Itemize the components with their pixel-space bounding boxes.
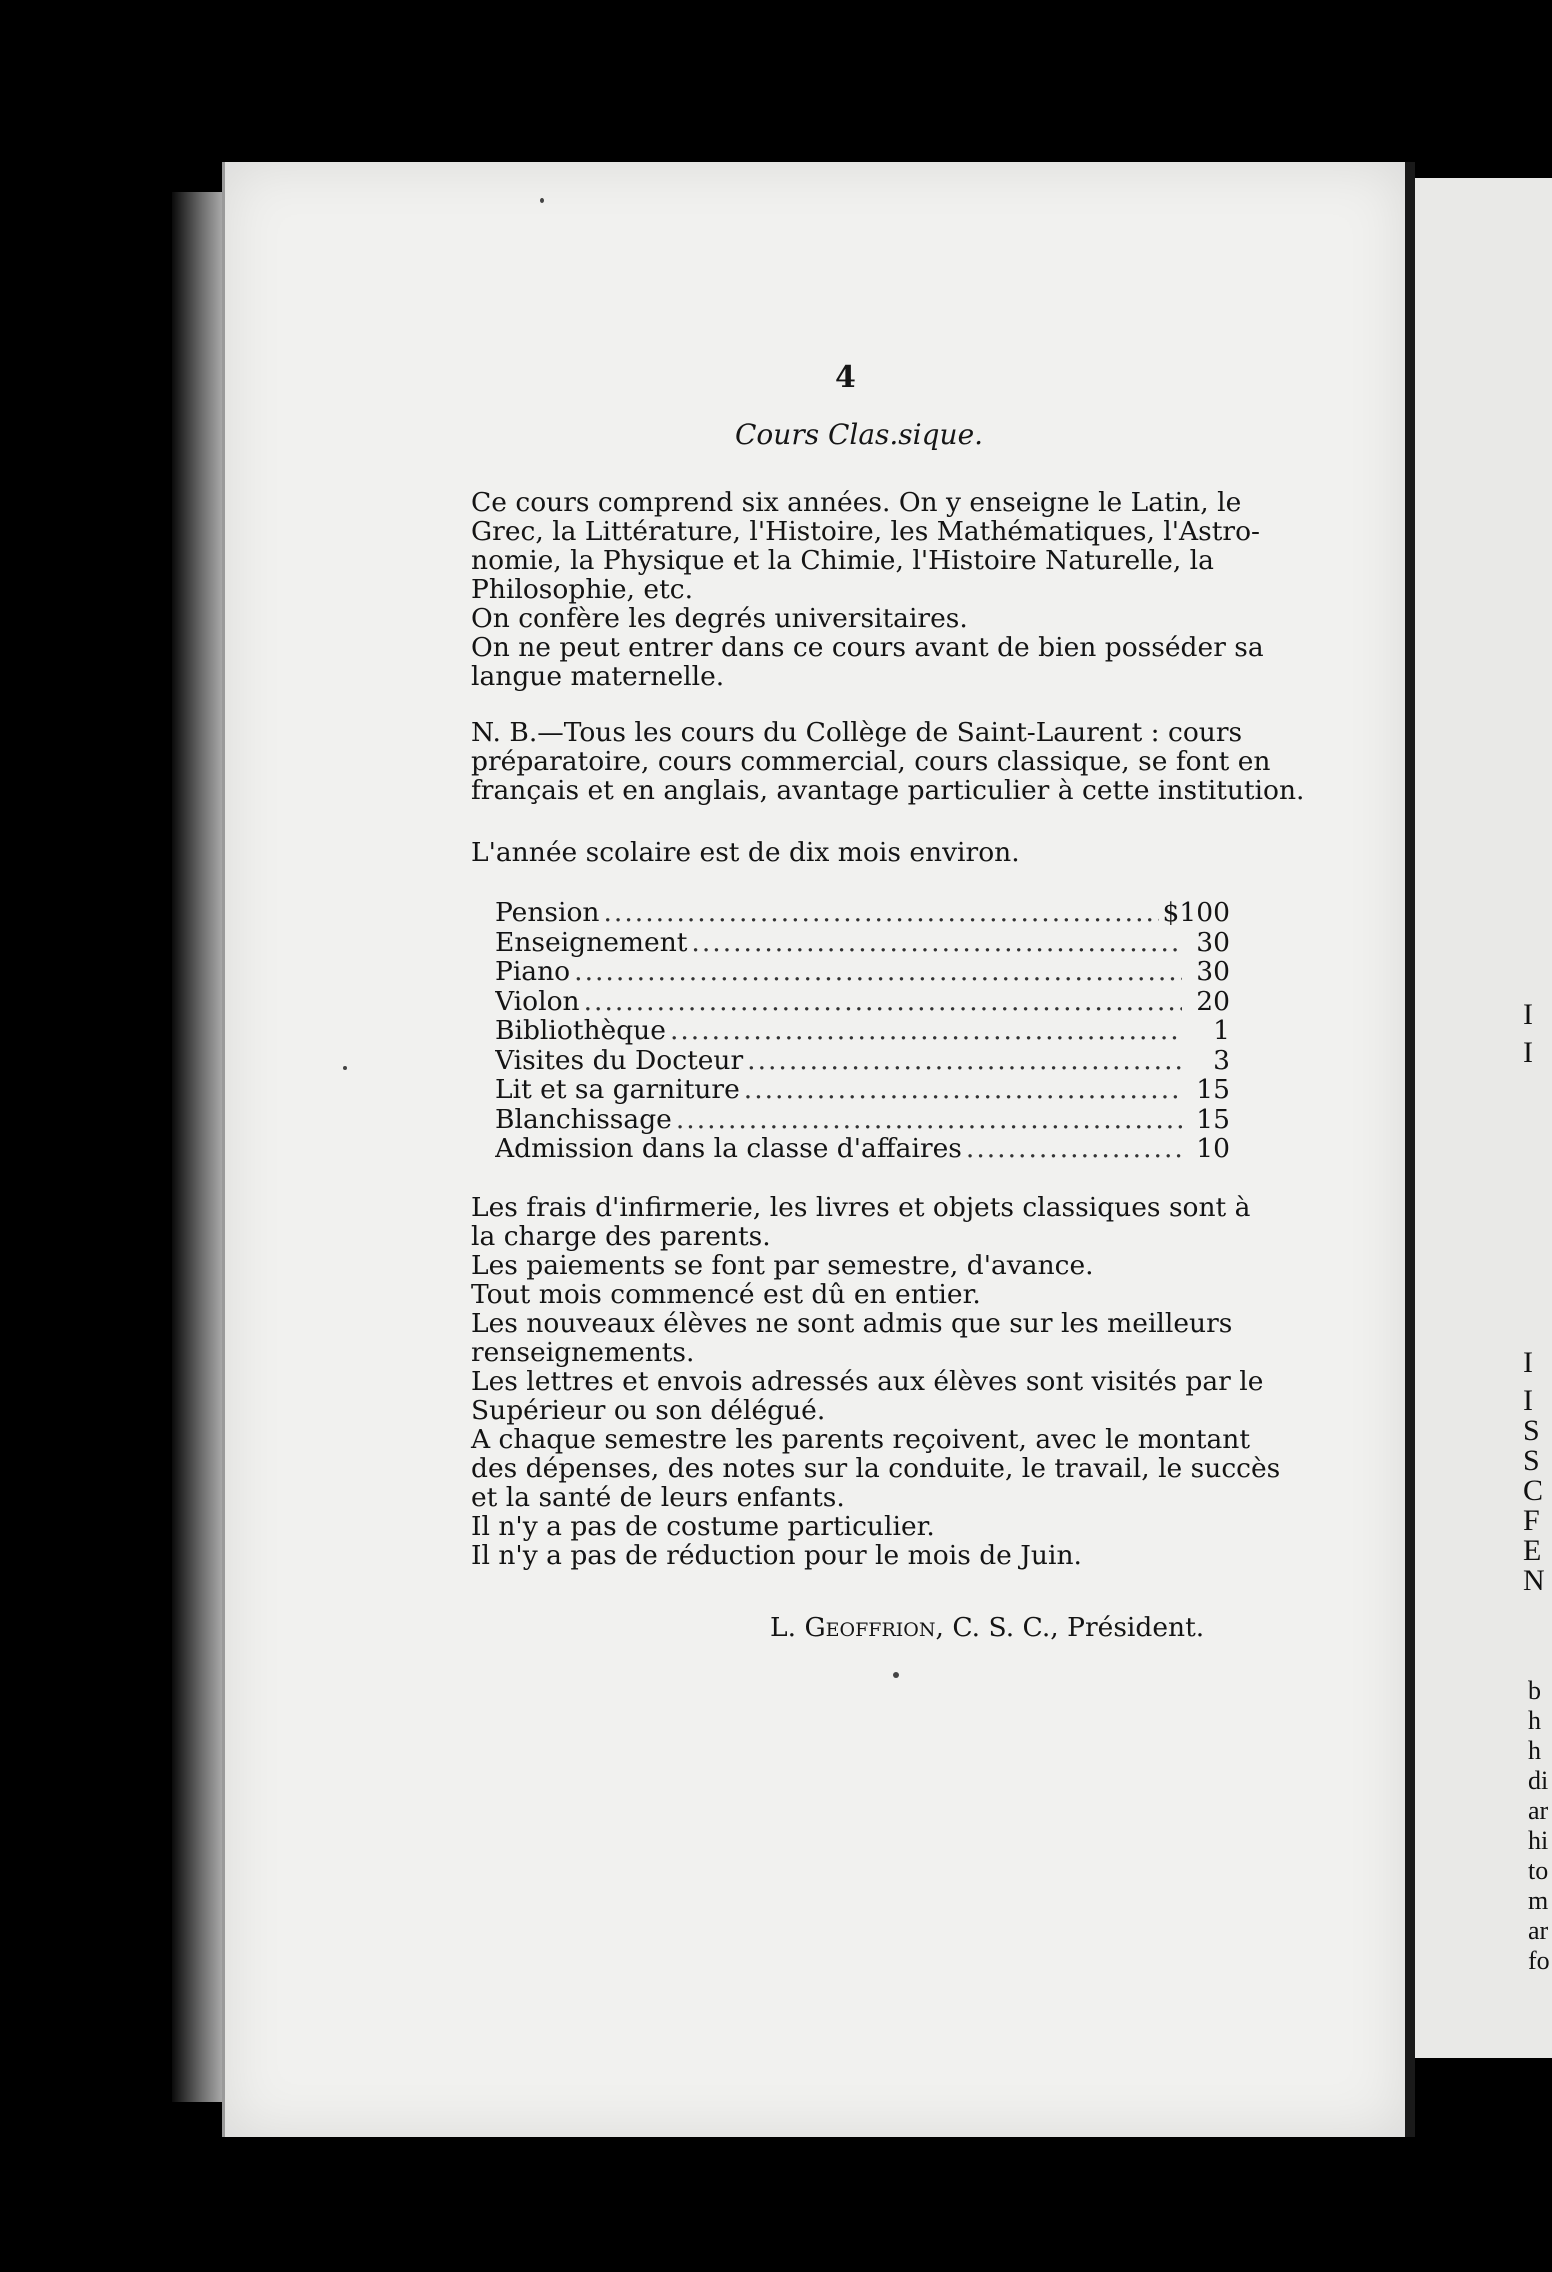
- paragraph-payments: [445, 1251, 1237, 1280]
- text-line: On confère les degrés universitaires.: [471, 603, 968, 634]
- adjacent-page-fragment: ar: [1528, 1916, 1549, 1945]
- leader-dots: [676, 1105, 1182, 1135]
- paragraph-nota-bene: [445, 717, 1305, 806]
- text-line: la charge des parents.: [471, 1221, 771, 1252]
- fee-label: Visites du Docteur: [495, 1045, 744, 1075]
- text-line: Les frais d'infirmerie, les livres et objets classiques sont à: [471, 1192, 1251, 1223]
- adjacent-page-fragment: fo: [1528, 1946, 1550, 1975]
- adjacent-page-fragment: S: [1523, 1414, 1540, 1447]
- text-line: Grec, la Littérature, l'Histoire, les Mathématiques, l'Astro-: [471, 516, 1261, 547]
- paragraph-semester-report: [445, 1424, 1281, 1513]
- fee-label: Violon: [495, 986, 580, 1016]
- leader-dots: [747, 1046, 1182, 1076]
- text-line: A chaque semestre les parents reçoivent, avec le montant: [471, 1424, 1251, 1455]
- text-line: Les paiements se font par semestre, d'avance.: [471, 1250, 1094, 1281]
- adjacent-page-fragment: S: [1523, 1444, 1540, 1477]
- paragraph-letters: [445, 1366, 1264, 1426]
- paragraph-admission-language: [445, 632, 1264, 692]
- signature-line: [770, 1612, 1204, 1643]
- signature-name: Geoffrion: [804, 1612, 936, 1643]
- text-line: français et en anglais, avantage particulier à cette institution.: [471, 775, 1305, 806]
- fee-row: [495, 1134, 1230, 1164]
- fee-row: [495, 1046, 1230, 1076]
- fee-table: [495, 898, 1230, 1164]
- adjacent-page-fragment: I: [1523, 1036, 1533, 1069]
- adjacent-page-fragment: di: [1528, 1766, 1549, 1795]
- adjacent-page-fragment: hi: [1528, 1826, 1549, 1855]
- paragraph-costume: [445, 1512, 1237, 1541]
- text-line: et la santé de leurs enfants.: [471, 1482, 845, 1513]
- paragraph-month-due: [445, 1280, 1237, 1309]
- fee-label: Admission dans la classe d'affaires: [495, 1134, 962, 1164]
- paragraph-june-reduction: [445, 1541, 1237, 1570]
- scan-speck: [540, 198, 544, 203]
- adjacent-page-fragment: I: [1523, 998, 1533, 1031]
- fee-label: Bibliothèque: [495, 1016, 666, 1046]
- fee-amount: 1: [1213, 1016, 1230, 1046]
- text-line: L'année scolaire est de dix mois environ.: [471, 837, 1020, 868]
- text-line: Les nouveaux élèves ne sont admis que sur les meilleurs: [471, 1308, 1233, 1339]
- text-line: Ce cours comprend six années. On y enseigne le Latin, le: [471, 487, 1242, 518]
- adjacent-page-fragment: ar: [1528, 1796, 1549, 1825]
- fee-row: [495, 898, 1230, 928]
- fee-label: Blanchissage: [495, 1104, 672, 1134]
- fee-row: [495, 1016, 1230, 1046]
- fee-label: Piano: [495, 957, 571, 987]
- leader-dots: [604, 898, 1159, 928]
- adjacent-page-fragment: h: [1528, 1706, 1541, 1735]
- adjacent-page-fragment: I: [1523, 1384, 1533, 1417]
- paragraph-school-year: [445, 838, 1237, 867]
- text-line: nomie, la Physique et la Chimie, l'Histoire Naturelle, la: [471, 545, 1214, 576]
- text-line: Les lettres et envois adressés aux élèves sont visités par le: [471, 1366, 1264, 1397]
- fee-row: [495, 1105, 1230, 1135]
- leader-dots: [966, 1134, 1182, 1164]
- fee-amount: 30: [1196, 957, 1230, 987]
- page-edge-shadow: [172, 192, 222, 2102]
- fee-row: [495, 1075, 1230, 1105]
- text-line: Il n'y a pas de costume particulier.: [471, 1511, 935, 1542]
- fee-amount: 10: [1196, 1134, 1230, 1164]
- adjacent-page-fragment: C: [1523, 1474, 1544, 1507]
- adjacent-page-fragment: I: [1523, 1346, 1533, 1379]
- adjacent-page-fragment: h: [1528, 1736, 1541, 1765]
- leader-dots: [584, 987, 1182, 1017]
- adjacent-page-fragment: to: [1528, 1856, 1549, 1885]
- adjacent-page-fragment: b: [1528, 1676, 1541, 1705]
- adjacent-page-fragment: N: [1523, 1564, 1545, 1597]
- adjacent-page-fragment: E: [1523, 1534, 1542, 1567]
- text-line: renseignements.: [471, 1337, 695, 1368]
- fee-amount: 20: [1196, 986, 1230, 1016]
- adjacent-page-fragment: m: [1528, 1886, 1549, 1915]
- fee-amount: 15: [1196, 1104, 1230, 1134]
- fee-amount: 15: [1196, 1075, 1230, 1105]
- text-line: Tout mois commencé est dû en entier.: [471, 1279, 981, 1310]
- page-number: 4: [835, 360, 856, 395]
- text-line: des dépenses, des notes sur la conduite, le travail, le succès: [471, 1453, 1281, 1484]
- fee-label: Lit et sa garniture: [495, 1075, 740, 1105]
- leader-dots: [744, 1075, 1182, 1105]
- leader-dots: [691, 928, 1182, 958]
- paragraph-program-description: [445, 487, 1261, 605]
- fee-label: Enseignement: [495, 927, 688, 957]
- text-line: Philosophie, etc.: [471, 574, 693, 605]
- leader-dots: [574, 957, 1182, 987]
- fee-row: [495, 987, 1230, 1017]
- text-line: langue maternelle.: [471, 661, 725, 692]
- paragraph-degrees: [445, 604, 1237, 633]
- adjacent-page-strip: [1415, 178, 1552, 2058]
- paragraph-infirmary-fees: [445, 1192, 1251, 1252]
- text-line: Il n'y a pas de réduction pour le mois de Juin.: [471, 1540, 1082, 1571]
- fee-amount: 30: [1196, 927, 1230, 957]
- fee-amount: $100: [1162, 898, 1230, 928]
- fee-row: [495, 957, 1230, 987]
- scan-speck: [893, 1672, 899, 1678]
- section-title: Cours Clas.sique.: [735, 418, 984, 451]
- leader-dots: [670, 1016, 1182, 1046]
- text-line: On ne peut entrer dans ce cours avant de bien posséder sa: [471, 632, 1264, 663]
- text-line: préparatoire, cours commercial, cours classique, se font en: [471, 746, 1271, 777]
- scan-speck: [343, 1066, 347, 1070]
- fee-amount: 3: [1213, 1045, 1230, 1075]
- fee-label: Pension: [495, 898, 600, 928]
- signature-initial: L.: [770, 1612, 797, 1643]
- fee-row: [495, 928, 1230, 958]
- paragraph-new-students: [445, 1309, 1237, 1367]
- text-line: Supérieur ou son délégué.: [471, 1395, 826, 1426]
- signature-suffix: , C. S. C., Président.: [935, 1612, 1205, 1643]
- adjacent-page-fragment: F: [1523, 1504, 1540, 1537]
- text-line: N. B.—Tous les cours du Collège de Saint-Laurent : cours: [471, 717, 1243, 748]
